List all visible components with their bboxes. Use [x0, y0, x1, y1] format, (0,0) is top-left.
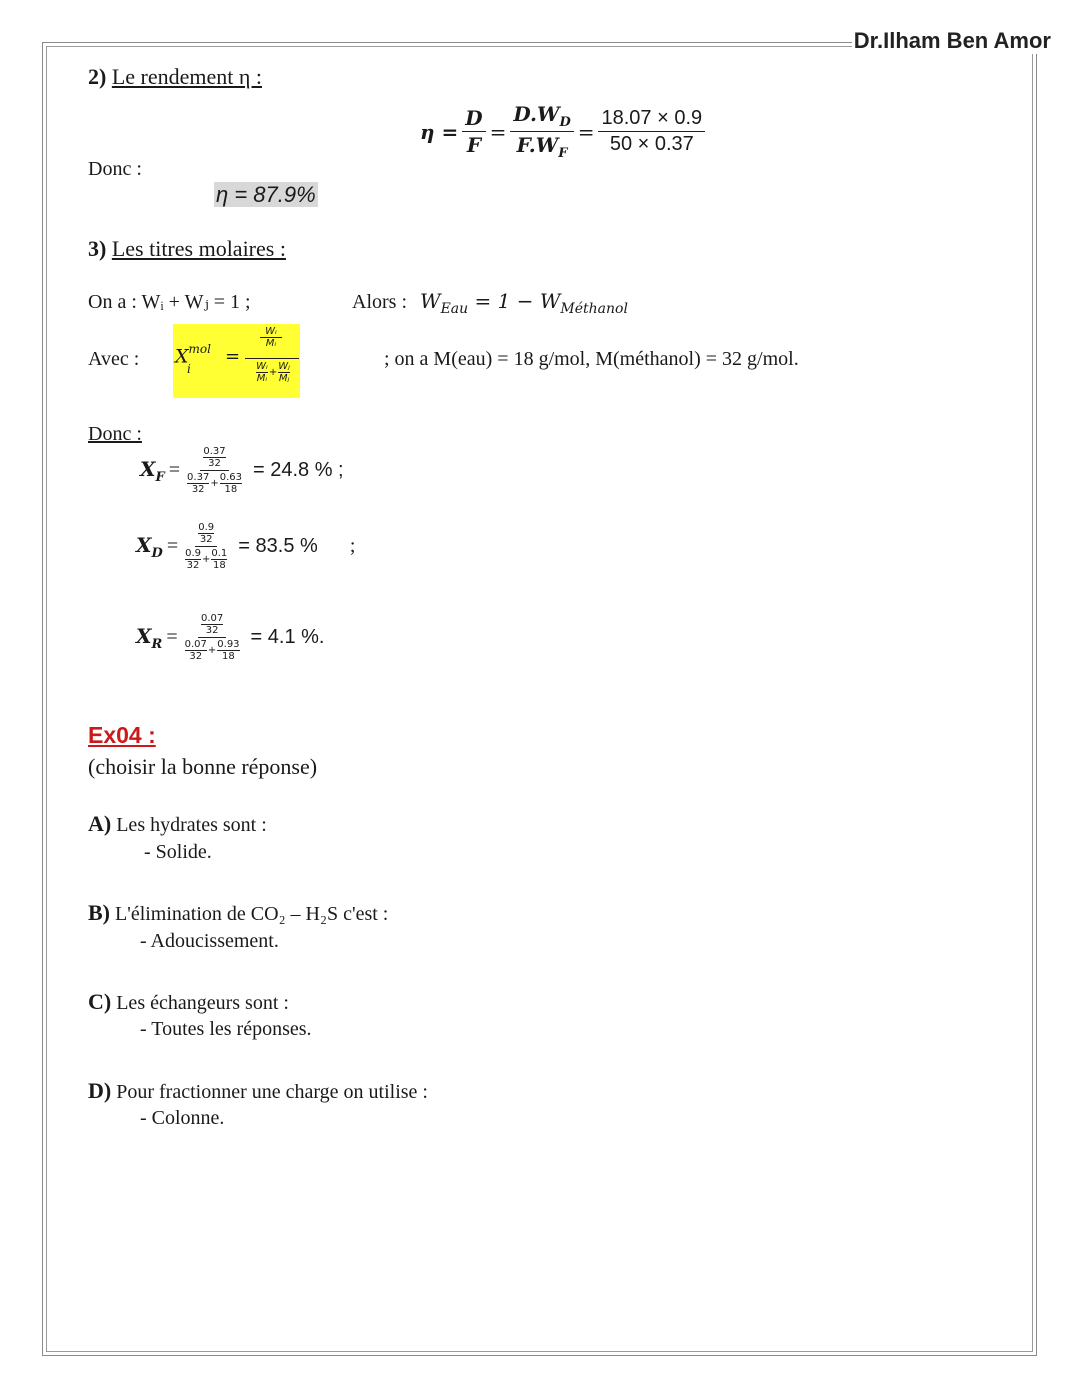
xr-fraction: $\frac{0.07}{32}$ 0.07 32 + $\frac{0.93}{18}$ [184, 613, 240, 662]
section2-number: 2) [88, 64, 107, 89]
avec-label: Avec : [88, 348, 140, 370]
author-header: Dr.Ilham Ben Amor [853, 28, 1051, 53]
fraction-dwd-over-fwf: $\frac{D.W_D}{F.W_F}$ [510, 102, 573, 161]
answer-a: - Solide. [144, 841, 212, 863]
section2-title: Le rendement η : [111, 64, 262, 89]
sum-constraint: On a : Wᵢ + Wⱼ = 1 ; [88, 291, 251, 313]
xf-fraction: $\frac{0.37}{32}$ 0.37 32 + $\frac{0.63}{18}$ [187, 446, 242, 495]
section3-heading [88, 236, 286, 262]
eta-result: η = 87.9% [216, 182, 316, 207]
section3-number: 3) [88, 236, 107, 261]
question-a: A) Les hydrates sont : [88, 811, 267, 836]
section2-donc: Donc : [88, 158, 142, 180]
xf-result: = 24.8 % ; [252, 459, 344, 481]
answer-d: - Colonne. [140, 1107, 225, 1129]
eta-lhs: η = [420, 119, 459, 144]
section3-donc: Donc : [88, 423, 142, 445]
ex04-instruction: (choisir la bonne réponse) [88, 754, 318, 779]
section3-title: Les titres molaires : [111, 236, 286, 261]
molar-fraction-formula: $X^{mol}$ i = Wᵢ Mᵢ Wᵢ Mᵢ + $\frac{\text{Wⱼ}}{\text{Mⱼ}}$ [173, 324, 300, 398]
fraction-d-over-f: $\frac{D}{F}$ [462, 106, 485, 157]
xd-equation: $X_D$ = $\frac{0.9}{32}$ 0.9 32 + $\frac{0.1}{18}$ = 83.5 % ; [136, 522, 356, 571]
xr-result: = 4.1 %. [250, 626, 325, 648]
ex04-title: Ex04 : [88, 722, 156, 748]
xd-fraction: $\frac{0.9}{32}$ 0.9 32 + $\frac{0.1}{18}$ [185, 522, 228, 571]
question-b: B) L'élimination de CO₂ – H₂S c'est : [88, 900, 389, 925]
xd-result: = 83.5 % [238, 535, 318, 557]
water-fraction-relation: Alors : $W_{Eau} = 1 - W_{Méthanol}$ [352, 289, 628, 317]
question-d: D) Pour fractionner une charge on utilise : [88, 1078, 428, 1103]
molar-masses: ; on a M(eau) = 18 g/mol, M(méthanol) = 32 g/mol. [384, 348, 799, 370]
eta-formula: η = $\frac{D}{F}$ = $\frac{D.W_D}{F.W_F}$ = $\frac{18.07 \times 0.9}{50 \times 0.37}$ [420, 102, 705, 161]
answer-b: - Adoucissement. [140, 930, 279, 952]
xd-separator: ; [349, 535, 356, 557]
xr-equation: $X_R$ = $\frac{0.07}{32}$ 0.07 32 + $\frac{0.93}{18}$ = 4.1 %. [136, 613, 325, 662]
section2-heading [88, 64, 262, 90]
answer-c: - Toutes les réponses. [140, 1018, 312, 1040]
fraction-numeric: $\frac{18.07 \times 0.9}{50 \times 0.37}$ [598, 107, 705, 156]
xf-equation: $X_F$ = $\frac{0.37}{32}$ 0.37 32 + $\frac{0.63}{18}$ = 24.8 % ; [140, 446, 344, 495]
question-c: C) Les échangeurs sont : [88, 989, 289, 1014]
